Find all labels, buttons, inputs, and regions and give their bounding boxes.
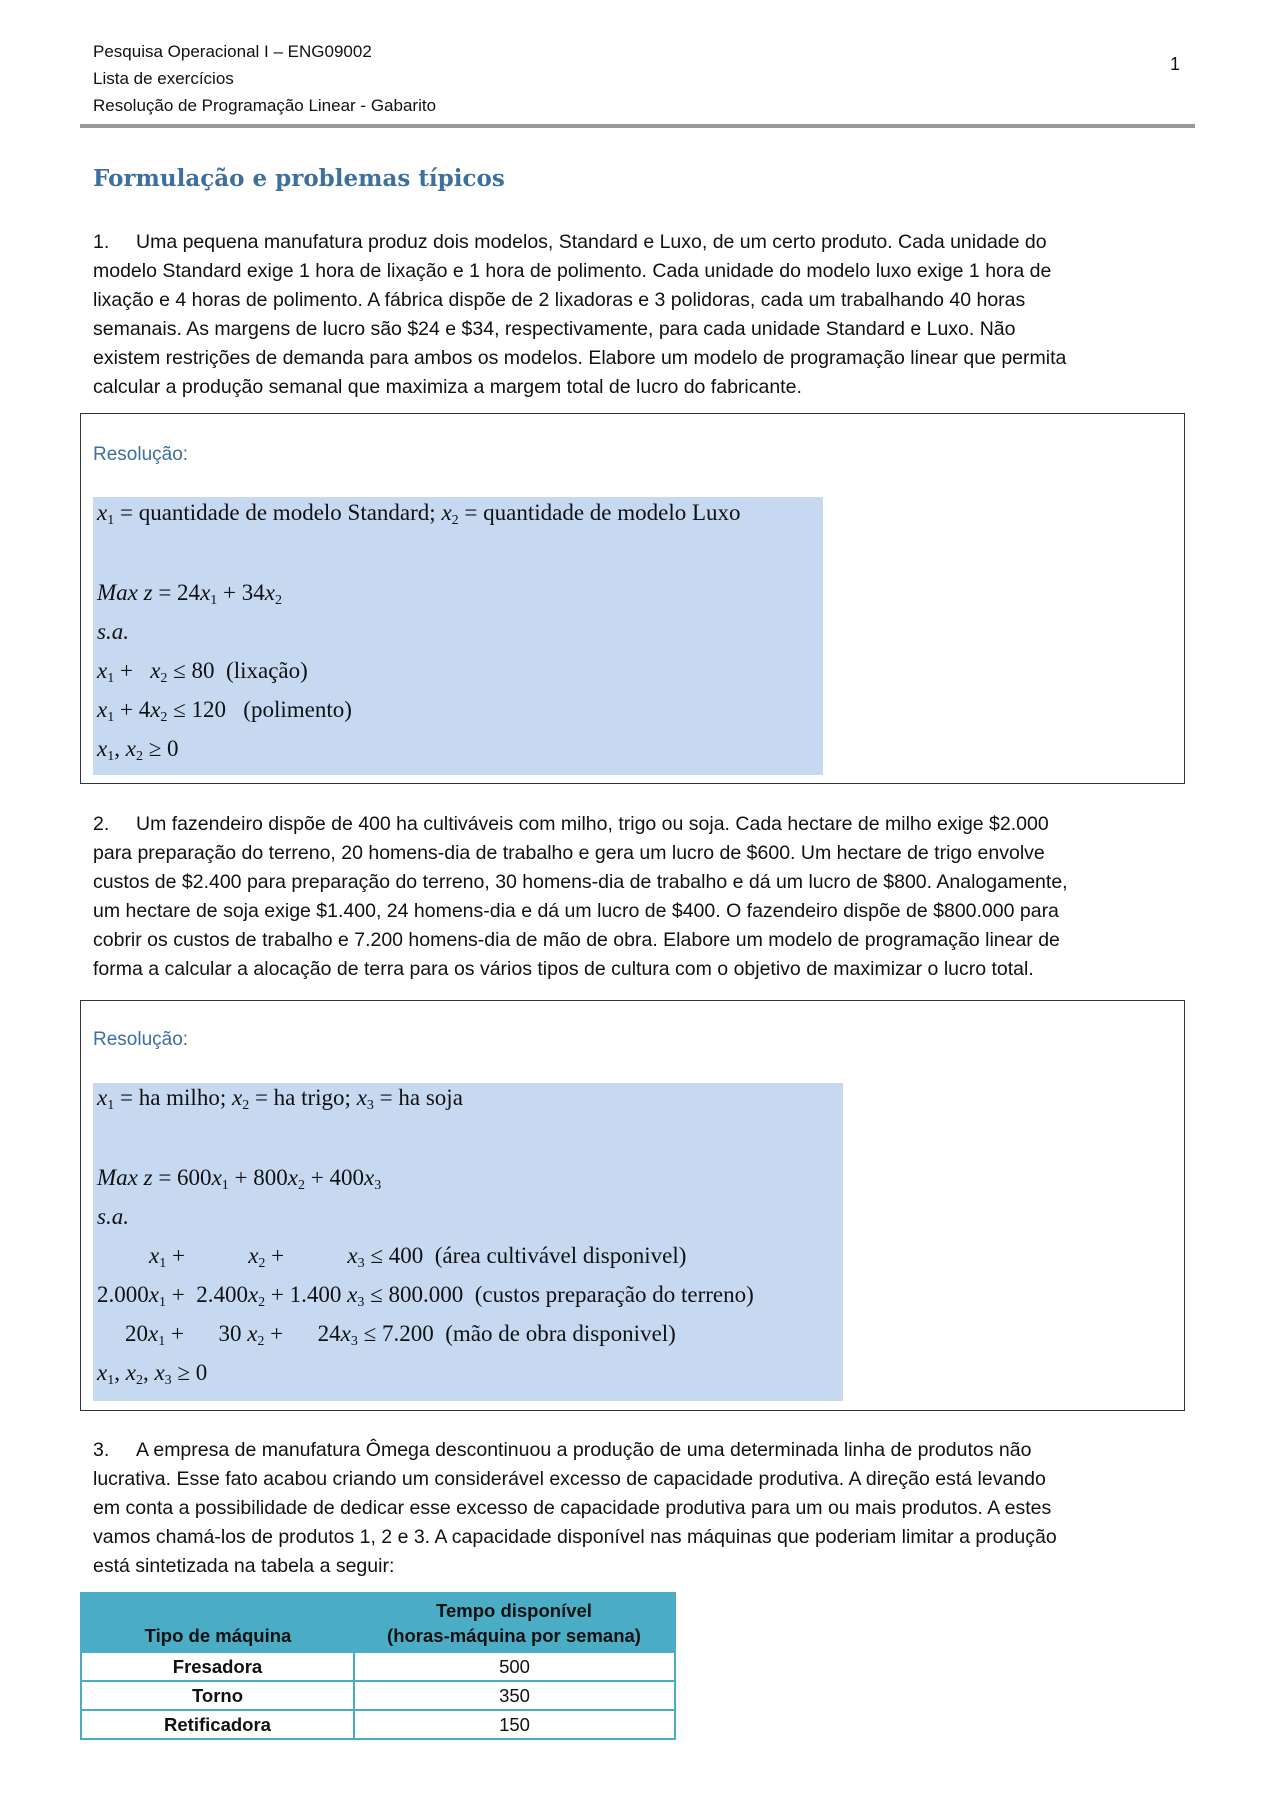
solution-box-2 <box>80 1000 1185 1411</box>
problem-text-line: modelo Standard exige 1 hora de lixação e 1 hora de polimento. Cada unidade do modelo luxo exige 1 hora de <box>93 260 1052 282</box>
constraint-area: $x_1$ + $x_2$ + $x_3 \le 400$ (área cultivável disponivel) <box>149 1243 687 1271</box>
machine-hours-cell: 150 <box>354 1710 675 1739</box>
constraint-polishing: $x_1 + 4x_2 \le 120$ (polimento) <box>97 697 352 725</box>
header-available-time-line2: (horas-máquina por semana) <box>387 1625 641 1646</box>
table-row <box>81 1652 675 1681</box>
objective-function: Max $z = 24x_1 + 34x_2$ <box>97 580 282 608</box>
problem-text-line: calcular a produção semanal que maximiza a margem total de lucro do fabricante. <box>93 376 802 398</box>
subject-to: s.a. <box>97 1204 129 1229</box>
problem-text-line: lixação e 4 horas de polimento. A fábrica dispõe de 2 lixadoras e 3 polidoras, cada um trabalhando 40 horas <box>93 289 1026 311</box>
problem-text-line: está sintetizada na tabela a seguir: <box>93 1555 395 1577</box>
machine-hours-cell: 350 <box>354 1681 675 1710</box>
constraint-labor: $20x_1$ + 30 $x_2$ + $24x_3 \le 7.200$ (mão de obra disponivel) <box>125 1321 676 1349</box>
machine-capacity-table <box>80 1592 676 1740</box>
nonnegativity: $x_1$, $x_2 \ge 0$ <box>97 736 179 764</box>
problem-number: 3. <box>93 1439 110 1461</box>
problem-3 <box>93 1436 1193 1581</box>
section-title: Formulação e problemas típicos <box>93 165 505 192</box>
header-topic: Resolução de Programação Linear - Gabarito <box>93 96 437 115</box>
math-block-1 <box>93 497 823 775</box>
table-row <box>81 1681 675 1710</box>
constraint-costs: $2.000x_1 + 2.400x_2 + 1.400$ $x_3 \le 800.000$ (custos preparação do terreno) <box>97 1282 754 1310</box>
header-machine-type: Tipo de máquina <box>81 1593 354 1652</box>
problem-text-line: existem restrições de demanda para ambos os modelos. Elabore um modelo de programação linear que permita <box>93 347 1067 369</box>
variable-definitions: $x_1$ = ha milho; $x_2$ = ha trigo; $x_3$ = ha soja <box>97 1085 463 1113</box>
problem-2 <box>93 810 1193 984</box>
subject-to: s.a. <box>97 619 129 644</box>
header-divider <box>80 124 1195 128</box>
table-row <box>81 1710 675 1739</box>
machine-type-cell: Torno <box>81 1681 354 1710</box>
problem-text-line: Uma pequena manufatura produz dois modelos, Standard e Luxo, de um certo produto. Cada unidade do <box>136 231 1047 253</box>
problem-number: 2. <box>93 813 110 835</box>
header-available-time <box>354 1593 675 1652</box>
page-number: 1 <box>1170 54 1181 74</box>
objective-function: Max $z = 600x_1 + 800x_2 + 400x_3$ <box>97 1165 382 1193</box>
problem-1 <box>93 228 1193 402</box>
math-block-2 <box>93 1083 843 1401</box>
resolution-label: Resolução: <box>93 444 189 465</box>
header-list: Lista de exercícios <box>93 69 234 88</box>
header-course: Pesquisa Operacional I – ENG09002 <box>93 42 372 61</box>
machine-type-cell: Fresadora <box>81 1652 354 1681</box>
problem-text-line: semanais. As margens de lucro são $24 e $34, respectivamente, para cada unidade Standard e Luxo. Não <box>93 318 1016 340</box>
problem-text-line: em conta a possibilidade de dedicar esse excesso de capacidade produtiva para um ou mais produtos. A estes <box>93 1497 1052 1519</box>
problem-text-line: A empresa de manufatura Ômega descontinuou a produção de uma determinada linha de produtos não <box>136 1439 1032 1461</box>
problem-text-line: vamos chamá-los de produtos 1, 2 e 3. A capacidade disponível nas máquinas que poderiam limitar a produção <box>93 1526 1057 1548</box>
nonnegativity: $x_1$, $x_2$, $x_3 \ge 0$ <box>97 1360 208 1388</box>
constraint-sanding: $x_1 + x_2 \le 80$ (lixação) <box>97 658 308 686</box>
problem-text-line: custos de $2.400 para preparação do terreno, 30 homens-dia de trabalho e dá um lucro de $800. Analogamente, <box>93 871 1068 893</box>
problem-text-line: um hectare de soja exige $1.400, 24 homens-dia e dá um lucro de $400. O fazendeiro dispõe de $800.000 para <box>93 900 1059 922</box>
machine-hours-cell: 500 <box>354 1652 675 1681</box>
problem-text-line: cobrir os custos de trabalho e 7.200 homens-dia de mão de obra. Elabore um modelo de programação linear de <box>93 929 1060 951</box>
solution-box-1 <box>80 413 1185 784</box>
page-header <box>93 38 436 119</box>
problem-text-line: para preparação do terreno, 20 homens-dia de trabalho e gera um lucro de $600. Um hectare de trigo envolve <box>93 842 1045 864</box>
table-header-row <box>81 1593 675 1652</box>
problem-text-line: lucrativa. Esse fato acabou criando um considerável excesso de capacidade produtiva. A direção está levando <box>93 1468 1046 1490</box>
header-available-time-line1: Tempo disponível <box>436 1600 592 1621</box>
variable-definitions: $x_1$ = quantidade de modelo Standard; $x_2$ = quantidade de modelo Luxo <box>97 500 741 528</box>
problem-text-line: Um fazendeiro dispõe de 400 ha cultiváveis com milho, trigo ou soja. Cada hectare de milho exige $2.000 <box>136 813 1049 835</box>
machine-type-cell: Retificadora <box>81 1710 354 1739</box>
problem-number: 1. <box>93 231 110 253</box>
problem-text-line: forma a calcular a alocação de terra para os vários tipos de cultura com o objetivo de maximizar o lucro total. <box>93 958 1034 980</box>
resolution-label: Resolução: <box>93 1029 189 1050</box>
